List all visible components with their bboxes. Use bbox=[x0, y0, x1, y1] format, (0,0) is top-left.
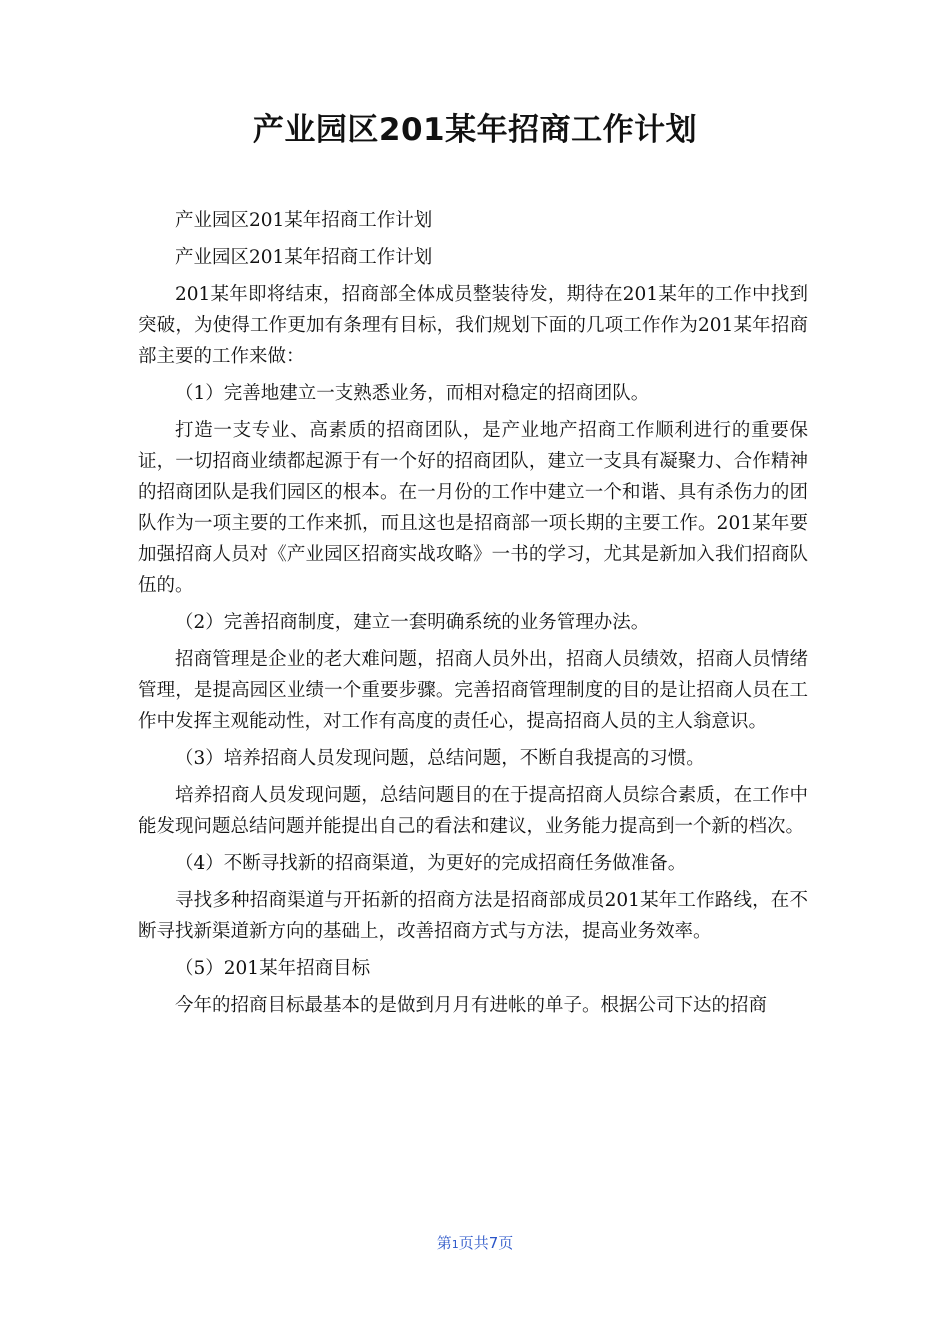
section-heading: （1）完善地建立一支熟悉业务，而相对稳定的招商团队。 bbox=[175, 383, 650, 404]
section-heading: （4）不断寻找新的招商渠道，为更好的完成招商任务做准备。 bbox=[175, 853, 687, 874]
footer-prefix: 第 bbox=[436, 1234, 452, 1252]
paragraph: 产业园区201某年招商工作计划 bbox=[175, 247, 433, 268]
footer-total-pages: 7 bbox=[488, 1234, 499, 1252]
paragraph: 今年的招商目标最基本的是做到月月有进帐的单子。根据公司下达的招商 bbox=[175, 995, 768, 1016]
document-body bbox=[138, 205, 808, 1021]
footer-suffix: 页 bbox=[498, 1234, 514, 1252]
footer-page-number: 1 bbox=[451, 1238, 459, 1251]
paragraph: 打造一支专业、高素质的招商团队，是产业地产招商工作顺利进行的重要保证，一切招商业绩都起源于有一个好的招商团队，建立一支具有凝聚力、合作精神的招商团队是我们园区的根本。在一月份的工作中建立一个和谐、具有杀伤力的团队作为一项主要的工作来抓，而且这也是招商部一项长期的主要工作。201某年要加强招商人员对《产业园区招商实战攻略》一书的学习，尤其是新加入我们招商队伍的。 bbox=[138, 420, 808, 596]
section-heading: （2）完善招商制度，建立一套明确系统的业务管理办法。 bbox=[175, 612, 650, 633]
document-title: 产业园区201某年招商工作计划 bbox=[252, 112, 698, 148]
paragraph: 培养招商人员发现问题，总结问题目的在于提高招商人员综合素质，在工作中能发现问题总结问题并能提出自己的看法和建议，业务能力提高到一个新的档次。 bbox=[138, 785, 808, 837]
paragraph: 产业园区201某年招商工作计划 bbox=[175, 210, 433, 231]
section-heading: （3）培养招商人员发现问题，总结问题，不断自我提高的习惯。 bbox=[175, 748, 705, 769]
paragraph: 寻找多种招商渠道与开拓新的招商方法是招商部成员201某年工作路线，在不断寻找新渠道新方向的基础上，改善招商方式与方法，提高业务效率。 bbox=[138, 890, 808, 942]
page-footer bbox=[0, 1232, 950, 1256]
paragraph: 201某年即将结束，招商部全体成员整装待发，期待在201某年的工作中找到突破，为使得工作更加有条理有目标，我们规划下面的几项工作作为201某年招商部主要的工作来做： bbox=[138, 284, 808, 367]
paragraph: 招商管理是企业的老大难问题，招商人员外出，招商人员绩效，招商人员情绪管理，是提高园区业绩一个重要步骤。完善招商管理制度的目的是让招商人员在工作中发挥主观能动性，对工作有高度的责任心，提高招商人员的主人翁意识。 bbox=[138, 649, 808, 732]
section-heading: （5）201某年招商目标 bbox=[175, 958, 371, 979]
footer-middle: 页共 bbox=[458, 1234, 489, 1252]
